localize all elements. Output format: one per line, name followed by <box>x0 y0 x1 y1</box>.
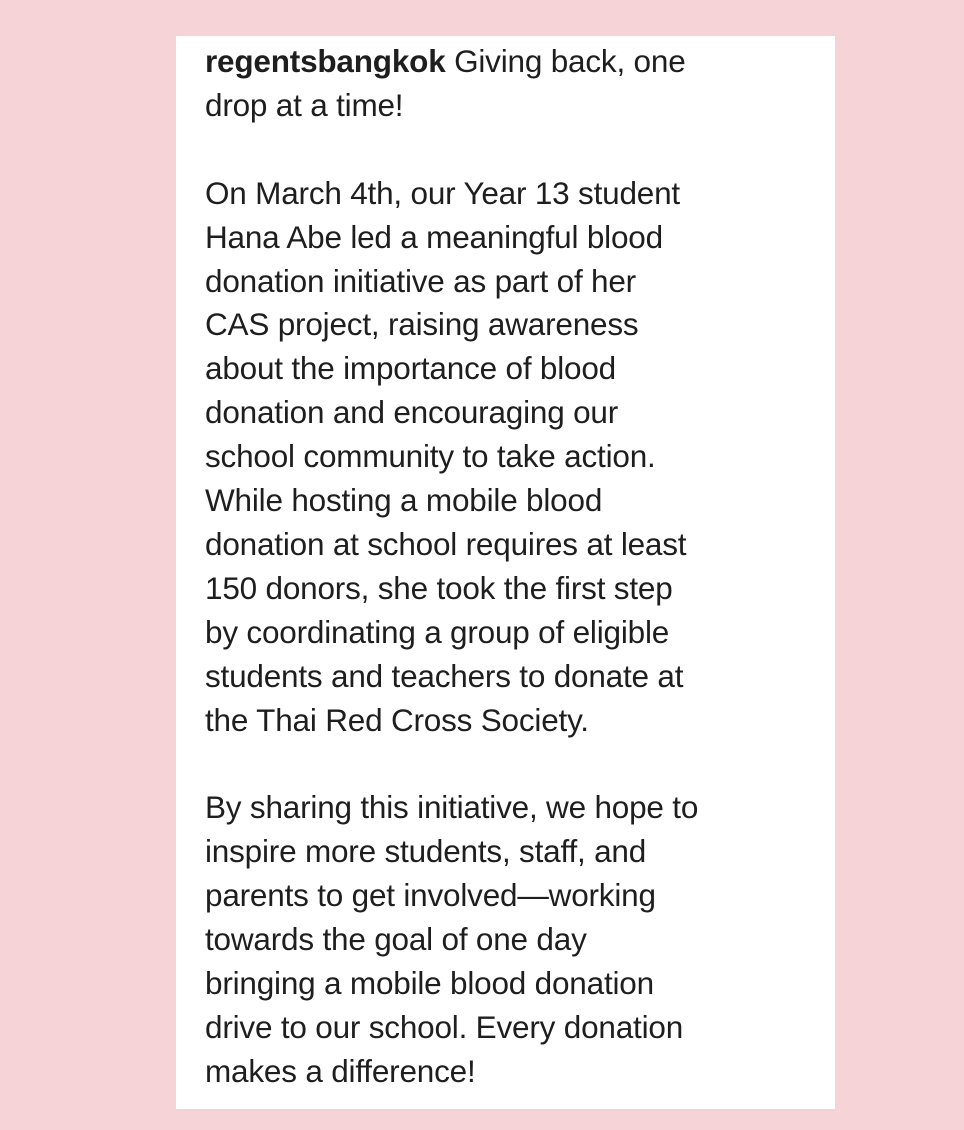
username-link[interactable]: regentsbangkok <box>205 43 446 79</box>
paragraph-line: inspire more students, staff, and <box>205 833 647 870</box>
paragraph-line: On March 4th, our Year 13 student <box>205 174 680 211</box>
paragraph-line: about the importance of blood <box>205 350 616 387</box>
paragraph-line: donation initiative as part of her <box>205 262 636 299</box>
paragraph-line: donation at school requires at least <box>205 525 687 562</box>
paragraph-line: While hosting a mobile blood <box>205 482 603 519</box>
paragraph-line: towards the goal of one day <box>205 921 587 958</box>
paragraph-line: parents to get involved—working <box>205 877 656 914</box>
paragraph-line: By sharing this initiative, we hope to <box>205 789 699 826</box>
paragraph-line: Hana Abe led a meaningful blood <box>205 218 663 255</box>
paragraph-gap <box>205 128 815 172</box>
paragraph-line: CAS project, raising awareness <box>205 306 639 343</box>
paragraph-line: the Thai Red Cross Society. <box>205 701 589 738</box>
paragraph-line: by coordinating a group of eligible <box>205 613 670 650</box>
paragraph-line: school community to take action. <box>205 438 656 475</box>
headline-line-1 <box>205 40 815 84</box>
paragraph-line: 150 donors, she took the first step <box>205 569 673 606</box>
headline-line-2: drop at a time! <box>205 86 404 123</box>
paragraph-gap <box>205 742 815 786</box>
caption-paragraph-1 <box>205 172 815 743</box>
headline-text: Giving back, one <box>454 43 686 79</box>
paragraph-line: drive to our school. Every donation <box>205 1008 684 1045</box>
paragraph-line: bringing a mobile blood donation <box>205 965 654 1001</box>
caption-paragraph-2 <box>205 786 815 1093</box>
paragraph-line: students and teachers to donate at <box>205 657 684 694</box>
caption-card <box>176 36 835 1109</box>
paragraph-line: makes a difference! <box>205 1052 476 1089</box>
paragraph-line: donation and encouraging our <box>205 394 618 431</box>
post-caption <box>205 40 815 1094</box>
caption-headline <box>205 40 815 128</box>
